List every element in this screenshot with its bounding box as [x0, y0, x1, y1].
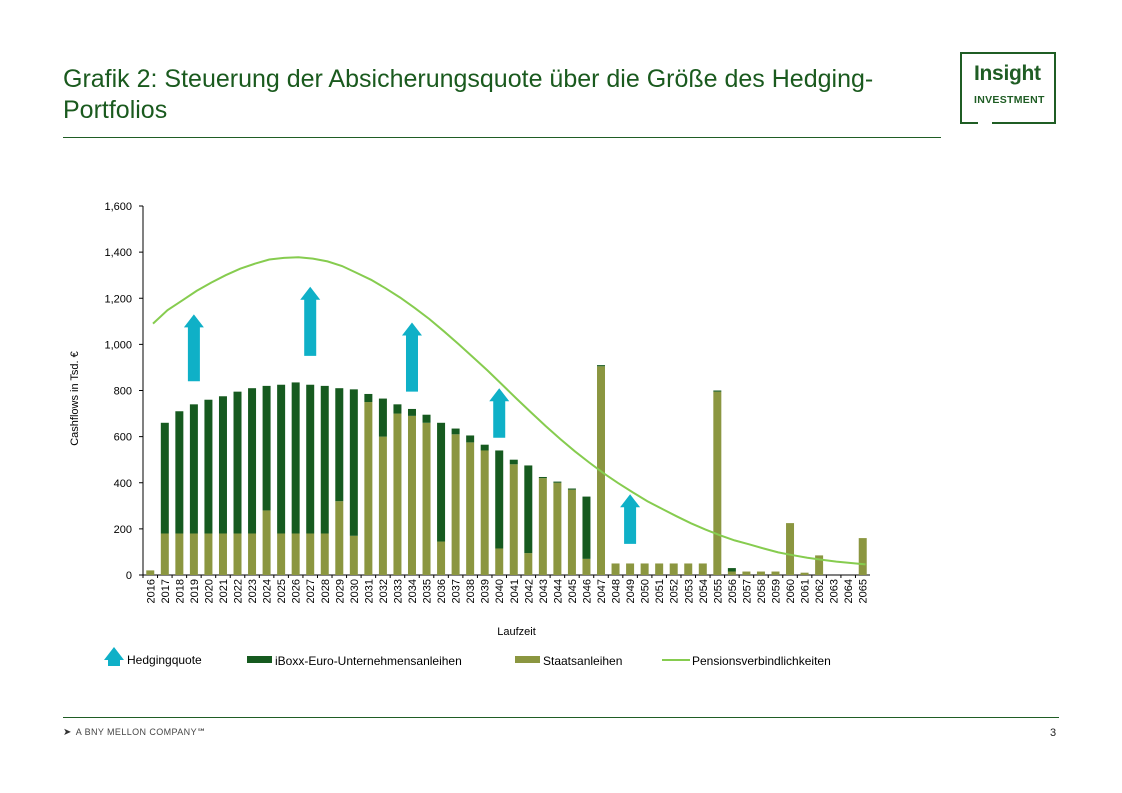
bar-staatsanleihen — [408, 416, 416, 575]
x-tick-label: 2019 — [188, 579, 201, 604]
x-tick-label: 2030 — [348, 579, 361, 604]
x-tick-label: 2040 — [494, 579, 507, 604]
x-tick-label: 2027 — [305, 579, 318, 604]
x-tick-label: 2041 — [508, 579, 521, 604]
bar-unternehmensanleihen — [713, 391, 721, 392]
bar-unternehmensanleihen — [234, 392, 242, 534]
bar-unternehmensanleihen — [553, 482, 561, 483]
bar-staatsanleihen — [582, 559, 590, 575]
bar-staatsanleihen — [539, 478, 547, 575]
bar-staatsanleihen — [859, 538, 867, 575]
bar-staatsanleihen — [771, 572, 779, 575]
x-tick-label: 2017 — [159, 579, 172, 604]
bar-unternehmensanleihen — [263, 386, 271, 511]
bar-staatsanleihen — [553, 483, 561, 575]
bar-staatsanleihen — [423, 423, 431, 575]
x-tick-label: 2047 — [596, 579, 609, 604]
bar-unternehmensanleihen — [495, 450, 503, 548]
bar-staatsanleihen — [641, 563, 649, 575]
x-tick-label: 2061 — [799, 579, 812, 604]
bar-staatsanleihen — [481, 450, 489, 575]
x-tick-label: 2033 — [392, 579, 405, 604]
footer-company-text: A BNY MELLON COMPANY℠ — [75, 727, 207, 737]
x-tick-label: 2056 — [726, 579, 739, 604]
legend-hedging-arrow-icon — [104, 647, 124, 666]
bar-unternehmensanleihen — [452, 429, 460, 435]
legend-corporate-swatch — [247, 656, 272, 663]
bar-staatsanleihen — [713, 392, 721, 575]
bar-staatsanleihen — [277, 533, 285, 575]
bar-staatsanleihen — [728, 572, 736, 575]
x-tick-label: 2057 — [741, 579, 754, 604]
page-title: Grafik 2: Steuerung der Absicherungsquote über die Größe des Hedging-Portfolios — [63, 65, 874, 124]
hedging-arrow-icon — [489, 388, 509, 438]
x-tick-label: 2026 — [290, 579, 303, 604]
bar-staatsanleihen — [452, 434, 460, 575]
x-tick-label: 2050 — [639, 579, 652, 604]
y-axis-label: Cashflows in Tsd. € — [69, 351, 81, 446]
x-tick-label: 2022 — [232, 579, 245, 604]
x-tick-label: 2025 — [276, 579, 289, 604]
y-tick-label: 200 — [113, 523, 132, 536]
x-tick-label: 2049 — [625, 579, 638, 604]
x-tick-label: 2044 — [552, 579, 565, 604]
hedging-arrow-icon — [620, 494, 640, 544]
bar-staatsanleihen — [234, 533, 242, 575]
legend-government-swatch — [515, 656, 540, 663]
bar-unternehmensanleihen — [190, 404, 198, 533]
bar-unternehmensanleihen — [728, 568, 736, 571]
x-tick-label: 2035 — [421, 579, 434, 604]
bar-unternehmensanleihen — [335, 388, 343, 501]
x-tick-label: 2062 — [814, 579, 827, 604]
x-tick-label: 2045 — [566, 579, 579, 604]
legend-hedgingquote-label: Hedgingquote — [127, 653, 202, 667]
bar-unternehmensanleihen — [393, 404, 401, 413]
logo-line-2: INVESTMENT — [974, 94, 1045, 106]
bar-unternehmensanleihen — [568, 489, 576, 490]
bar-staatsanleihen — [670, 563, 678, 575]
footer-company — [63, 727, 207, 738]
legend-pension-label: Pensionsverbindlichkeiten — [692, 654, 831, 668]
bar-unternehmensanleihen — [423, 415, 431, 423]
bar-staatsanleihen — [364, 402, 372, 575]
bar-unternehmensanleihen — [379, 399, 387, 437]
x-tick-label: 2054 — [697, 579, 710, 604]
bar-staatsanleihen — [146, 570, 154, 575]
bar-staatsanleihen — [306, 533, 314, 575]
x-tick-label: 2037 — [450, 579, 463, 604]
bar-staatsanleihen — [350, 536, 358, 575]
y-tick-label: 400 — [113, 477, 132, 490]
y-tick-label: 600 — [113, 431, 132, 444]
bar-staatsanleihen — [321, 533, 329, 575]
hedging-arrow-icon — [300, 287, 320, 356]
bar-unternehmensanleihen — [597, 365, 605, 366]
bar-staatsanleihen — [379, 437, 387, 575]
bar-staatsanleihen — [510, 464, 518, 575]
x-tick-label: 2028 — [319, 579, 332, 604]
bar-unternehmensanleihen — [582, 497, 590, 559]
x-tick-label: 2031 — [363, 579, 376, 604]
bar-staatsanleihen — [626, 563, 634, 575]
x-tick-label: 2039 — [479, 579, 492, 604]
bar-staatsanleihen — [612, 563, 620, 575]
x-tick-label: 2021 — [217, 579, 230, 604]
x-tick-label: 2023 — [247, 579, 260, 604]
bar-staatsanleihen — [524, 553, 532, 575]
x-tick-label: 2058 — [755, 579, 768, 604]
x-tick-label: 2036 — [436, 579, 449, 604]
bar-staatsanleihen — [699, 563, 707, 575]
bar-staatsanleihen — [655, 563, 663, 575]
bar-staatsanleihen — [568, 490, 576, 575]
x-axis-label: Laufzeit — [497, 626, 536, 638]
bar-unternehmensanleihen — [466, 435, 474, 442]
bar-unternehmensanleihen — [364, 394, 372, 402]
x-tick-label: 2048 — [610, 579, 623, 604]
bar-unternehmensanleihen — [524, 465, 532, 553]
bar-staatsanleihen — [466, 442, 474, 575]
bar-staatsanleihen — [292, 533, 300, 575]
x-tick-label: 2046 — [581, 579, 594, 604]
y-tick-label: 1,200 — [104, 293, 132, 306]
x-tick-label: 2016 — [145, 579, 158, 604]
bar-unternehmensanleihen — [321, 386, 329, 534]
pension-liabilities-line — [153, 257, 866, 564]
x-tick-label: 2043 — [537, 579, 550, 604]
bar-staatsanleihen — [335, 501, 343, 575]
bar-staatsanleihen — [786, 523, 794, 575]
bar-staatsanleihen — [495, 548, 503, 575]
bar-unternehmensanleihen — [408, 409, 416, 416]
x-tick-label: 2052 — [668, 579, 681, 604]
x-tick-label: 2055 — [712, 579, 725, 604]
y-tick-label: 1,400 — [104, 247, 132, 260]
legend-government-label: Staatsanleihen — [543, 654, 623, 668]
x-tick-label: 2042 — [523, 579, 536, 604]
hedging-arrow-icon — [184, 314, 204, 381]
x-tick-label: 2053 — [683, 579, 696, 604]
hedging-arrow-icon — [402, 322, 422, 391]
bar-staatsanleihen — [801, 573, 809, 575]
x-tick-label: 2063 — [828, 579, 841, 604]
bar-unternehmensanleihen — [248, 388, 256, 533]
x-tick-label: 2060 — [785, 579, 798, 604]
y-tick-label: 0 — [125, 570, 132, 582]
x-tick-label: 2020 — [203, 579, 216, 604]
x-tick-label: 2064 — [843, 579, 856, 604]
page-number: 3 — [1050, 727, 1057, 739]
bar-unternehmensanleihen — [539, 477, 547, 478]
x-tick-label: 2038 — [465, 579, 478, 604]
logo-line-1: Insight — [974, 62, 1041, 85]
x-tick-label: 2018 — [174, 579, 187, 604]
x-tick-label: 2065 — [857, 579, 870, 604]
bar-staatsanleihen — [248, 533, 256, 575]
bar-staatsanleihen — [684, 563, 692, 575]
y-tick-label: 1,000 — [104, 339, 132, 352]
bar-unternehmensanleihen — [175, 411, 183, 533]
bar-unternehmensanleihen — [277, 385, 285, 534]
footer-divider — [63, 717, 1059, 718]
bar-unternehmensanleihen — [510, 460, 518, 465]
bar-staatsanleihen — [393, 414, 401, 575]
bar-staatsanleihen — [742, 572, 750, 575]
bar-unternehmensanleihen — [204, 400, 212, 534]
bar-unternehmensanleihen — [306, 385, 314, 534]
bar-unternehmensanleihen — [437, 423, 445, 542]
bny-arrow-icon: ➤ — [63, 727, 72, 738]
x-tick-label: 2034 — [406, 579, 419, 604]
bar-staatsanleihen — [204, 533, 212, 575]
x-tick-label: 2051 — [654, 579, 667, 604]
y-tick-label: 800 — [113, 385, 132, 398]
bar-unternehmensanleihen — [161, 423, 169, 534]
bar-staatsanleihen — [263, 510, 271, 575]
x-tick-label: 2059 — [770, 579, 783, 604]
y-tick-label: 1,600 — [104, 201, 132, 213]
bar-staatsanleihen — [219, 533, 227, 575]
bar-unternehmensanleihen — [292, 382, 300, 533]
bar-unternehmensanleihen — [481, 445, 489, 451]
x-tick-label: 2024 — [261, 579, 274, 604]
legend-corporate-label: iBoxx-Euro-Unternehmensanleihen — [275, 654, 462, 668]
bar-unternehmensanleihen — [219, 396, 227, 533]
bar-staatsanleihen — [437, 542, 445, 575]
bar-staatsanleihen — [161, 533, 169, 575]
bar-staatsanleihen — [757, 572, 765, 575]
bar-unternehmensanleihen — [350, 389, 358, 535]
x-tick-label: 2032 — [377, 579, 390, 604]
bar-staatsanleihen — [190, 533, 198, 575]
bar-staatsanleihen — [175, 533, 183, 575]
x-tick-label: 2029 — [334, 579, 347, 604]
